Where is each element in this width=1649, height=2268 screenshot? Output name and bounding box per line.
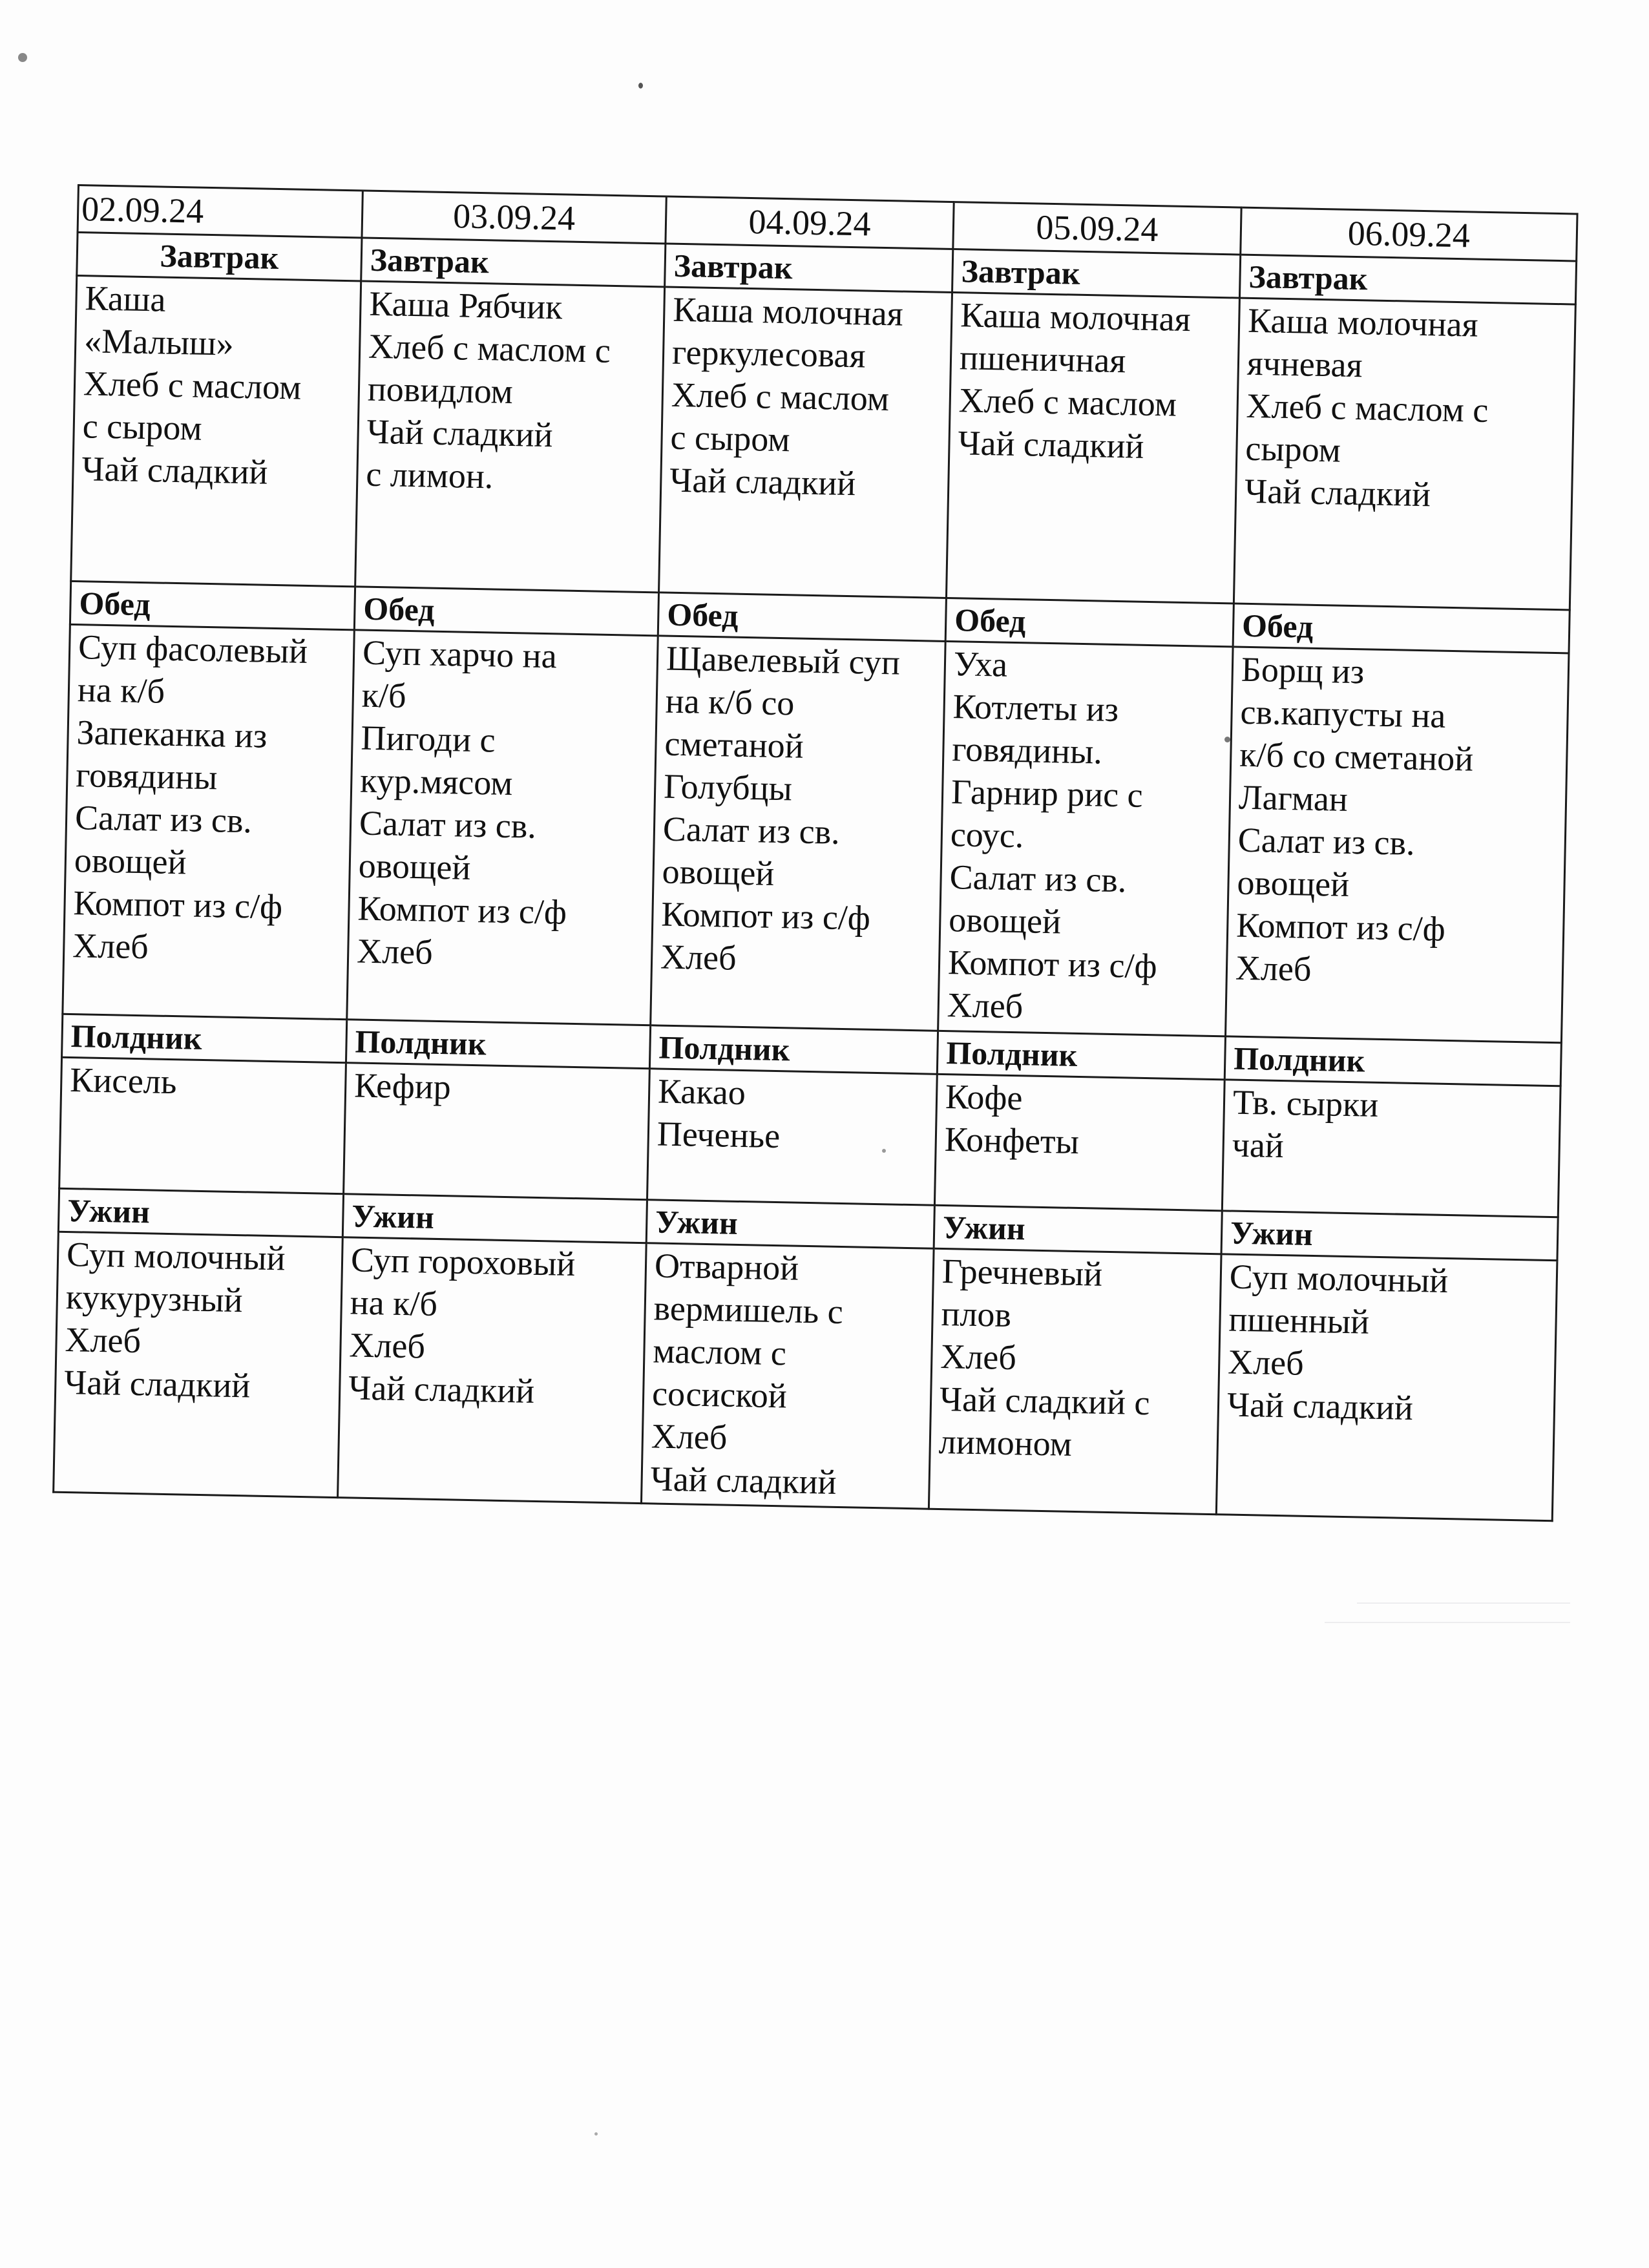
dish-item: на к/б — [77, 670, 165, 711]
dish-item: сметаной — [664, 724, 804, 766]
dish-item: плов — [941, 1294, 1012, 1335]
breakfast-row — [71, 276, 1576, 610]
meal-label-snack: Полдник — [937, 1031, 1225, 1080]
dish-item: Гарнир рис с — [951, 772, 1144, 815]
dish-item: Компот из с/ф — [660, 894, 871, 938]
dish-item: Тв. сырки — [1232, 1082, 1379, 1124]
dish-item: овощей — [358, 846, 471, 887]
meal-label-snack: Полдник — [649, 1025, 938, 1075]
dish-item: овощей — [662, 852, 775, 893]
dish-item: Хлеб с маслом — [671, 375, 890, 419]
dish-item: Компот из с/ф — [947, 943, 1158, 986]
meal-label-breakfast: Завтрак — [77, 233, 362, 281]
date-header: 06.09.24 — [1241, 207, 1577, 261]
dish-item: Салат из св. — [74, 798, 253, 841]
dish-item: Чай сладкий — [348, 1368, 535, 1411]
dish-item: Уха — [953, 644, 1008, 684]
dish-item: вермишель с — [653, 1288, 844, 1332]
meal-label-lunch: Обед — [1233, 604, 1570, 653]
dish-item: кур.мясом — [359, 761, 513, 803]
dish-item: повидлом — [367, 369, 514, 411]
breakfast-cell — [1234, 298, 1575, 610]
meal-label-dinner: Ужин — [58, 1188, 343, 1237]
dish-item: Хлеб — [651, 1416, 728, 1457]
dish-item: Компот из с/ф — [357, 888, 567, 932]
meal-label-dinner: Ужин — [1221, 1211, 1558, 1261]
dish-item: Компот из с/ф — [73, 883, 283, 927]
dish-item: Какао — [657, 1071, 746, 1113]
dish-item: Салат из св. — [662, 809, 841, 852]
dish-item: Салат из св. — [359, 803, 537, 846]
dish-item: сосиской — [651, 1374, 788, 1416]
dish-item: кукурузный — [65, 1277, 244, 1320]
snack-cell — [344, 1063, 650, 1200]
dish-item: Хлеб — [940, 1336, 1017, 1378]
dish-item: Печенье — [656, 1114, 781, 1156]
dish-item: Хлеб — [356, 931, 434, 972]
dish-item: Пигоди с — [361, 718, 496, 760]
dish-item: чай — [1232, 1125, 1285, 1166]
dish-item: с сыром — [82, 406, 203, 448]
snack-cell — [647, 1069, 937, 1206]
scan-speck — [18, 53, 27, 62]
meal-label-lunch: Обед — [354, 587, 658, 636]
dish-item: Суп харчо на — [362, 633, 558, 676]
dish-item: Чай сладкий — [63, 1362, 251, 1405]
scan-speck — [638, 83, 643, 89]
dish-item: Конфеты — [944, 1120, 1080, 1162]
dish-item: Каша молочная — [672, 289, 904, 333]
dish-item: Лагман — [1238, 777, 1349, 819]
dish-item: к/б со сметаной — [1239, 735, 1474, 779]
dish-item: Кефир — [353, 1066, 452, 1107]
meal-label-snack: Полдник — [62, 1014, 347, 1062]
dish-item: с лимон. — [365, 454, 494, 496]
dish-item: говядины. — [951, 730, 1103, 772]
dish-item: говядины — [75, 755, 218, 797]
dish-item: Хлеб — [1235, 948, 1312, 989]
dish-item: Хлеб с маслом — [83, 364, 302, 407]
meal-label-breakfast: Завтрак — [665, 244, 953, 293]
dish-item: Компот из с/ф — [1235, 905, 1446, 949]
dish-item: пшеничная — [959, 338, 1126, 381]
date-header: 02.09.24 — [78, 185, 362, 238]
date-header: 05.09.24 — [953, 202, 1241, 255]
bleed-through-line — [1357, 1602, 1570, 1604]
dish-item: Чай сладкий — [366, 412, 554, 455]
dish-item: Чай сладкий — [957, 423, 1144, 466]
meal-label-lunch: Обед — [70, 581, 355, 629]
snack-cell — [934, 1074, 1224, 1211]
dish-item: Щавелевый суп — [666, 638, 901, 682]
snack-cell — [59, 1057, 346, 1193]
dish-item: соус. — [950, 815, 1024, 856]
meal-label-dinner: Ужин — [646, 1200, 934, 1249]
lunch-cell — [347, 630, 658, 1025]
dish-item: Хлеб — [660, 937, 737, 978]
menu-table — [52, 184, 1578, 1522]
lunch-cell — [938, 641, 1233, 1036]
breakfast-cell — [71, 276, 361, 587]
dish-item: овощей — [74, 841, 187, 882]
dish-item: Хлеб с маслом с — [368, 326, 611, 370]
dinner-cell — [54, 1232, 343, 1497]
dish-item: Хлеб — [349, 1325, 426, 1366]
dish-item: Чай сладкий — [81, 449, 268, 492]
dish-item: Отварной — [654, 1246, 799, 1288]
dish-item: пшенный — [1228, 1299, 1370, 1341]
dish-item: Чай сладкий — [1226, 1385, 1414, 1428]
dish-item: маслом с — [652, 1331, 787, 1373]
dish-item: Чай сладкий — [650, 1459, 837, 1502]
dish-item: Суп молочный — [1229, 1257, 1449, 1301]
lunch-cell — [651, 636, 945, 1031]
meal-label-breakfast: Завтрак — [952, 249, 1241, 299]
dinner-row — [54, 1232, 1557, 1520]
bleed-through-line — [1325, 1622, 1570, 1623]
dish-item: Суп фасолевый — [78, 627, 308, 671]
meal-label-lunch: Обед — [945, 598, 1234, 647]
dinner-cell — [641, 1243, 934, 1509]
dish-item: Суп молочный — [66, 1234, 286, 1278]
meal-label-snack: Полдник — [1224, 1036, 1561, 1086]
dish-item: Запеканка из — [76, 713, 268, 755]
dish-item: Чай сладкий — [1244, 471, 1431, 514]
dish-item: Борщ из — [1241, 649, 1365, 691]
meal-label-snack: Полдник — [346, 1020, 650, 1069]
dish-item: Чай сладкий — [669, 460, 856, 503]
dish-item: Салат из св. — [949, 857, 1127, 900]
dish-item: Суп гороховый — [350, 1240, 576, 1284]
dish-item: ячневая — [1246, 343, 1363, 385]
dinner-cell — [338, 1237, 647, 1504]
meal-label-dinner: Ужин — [934, 1205, 1222, 1254]
meal-label-breakfast: Завтрак — [361, 238, 666, 287]
snack-cell — [1222, 1080, 1560, 1217]
dish-item: на к/б — [350, 1283, 438, 1324]
breakfast-cell — [659, 287, 952, 598]
dish-item: Котлеты из — [952, 687, 1119, 730]
lunch-row — [63, 624, 1569, 1042]
menu-sheet — [52, 184, 1576, 1522]
dish-item: лимоном — [938, 1422, 1073, 1464]
meal-label-breakfast: Завтрак — [1239, 255, 1576, 304]
dish-item: геркулесовая — [671, 332, 867, 375]
dish-item: Салат из св. — [1237, 820, 1416, 863]
dish-item: Каша молочная — [960, 295, 1192, 339]
lunch-cell — [1226, 647, 1569, 1043]
dish-item: Голубцы — [663, 766, 793, 808]
dish-item: Каша молочная — [1247, 300, 1479, 344]
date-header: 04.09.24 — [666, 196, 954, 249]
dish-item: овощей — [1237, 863, 1350, 904]
dish-item: на к/б со — [665, 681, 795, 723]
dish-item: «Малыш» — [83, 321, 235, 363]
dish-item: Каша — [85, 278, 166, 319]
dish-item: Хлеб — [1227, 1342, 1305, 1383]
date-header: 03.09.24 — [362, 191, 666, 244]
dish-item: Хлеб — [65, 1319, 142, 1361]
dish-item: Хлеб с маслом — [958, 381, 1177, 424]
dish-item: Чай сладкий с — [939, 1379, 1150, 1423]
lunch-cell — [63, 624, 354, 1019]
breakfast-cell — [355, 281, 665, 593]
dish-item: к/б — [361, 675, 407, 715]
dish-item: сыром — [1245, 428, 1341, 470]
dish-item: Каша Рябчик — [368, 284, 563, 327]
dish-item: Хлеб — [947, 985, 1024, 1026]
dish-item: с сыром — [670, 417, 791, 459]
dish-item: Кисель — [69, 1060, 178, 1102]
dish-item: Кофе — [945, 1077, 1023, 1118]
dinner-cell — [1216, 1254, 1557, 1521]
breakfast-cell — [946, 293, 1239, 604]
meal-label-dinner: Ужин — [342, 1194, 647, 1243]
dish-item: Гречневый — [941, 1252, 1103, 1294]
dish-item: св.капусты на — [1240, 692, 1446, 735]
dish-item: овощей — [948, 900, 1062, 941]
scan-speck — [594, 2132, 598, 2136]
meal-label-lunch: Обед — [658, 593, 946, 642]
dish-item: Хлеб с маслом с — [1246, 386, 1489, 430]
dish-item: Хлеб — [72, 926, 149, 967]
dinner-cell — [929, 1248, 1221, 1514]
